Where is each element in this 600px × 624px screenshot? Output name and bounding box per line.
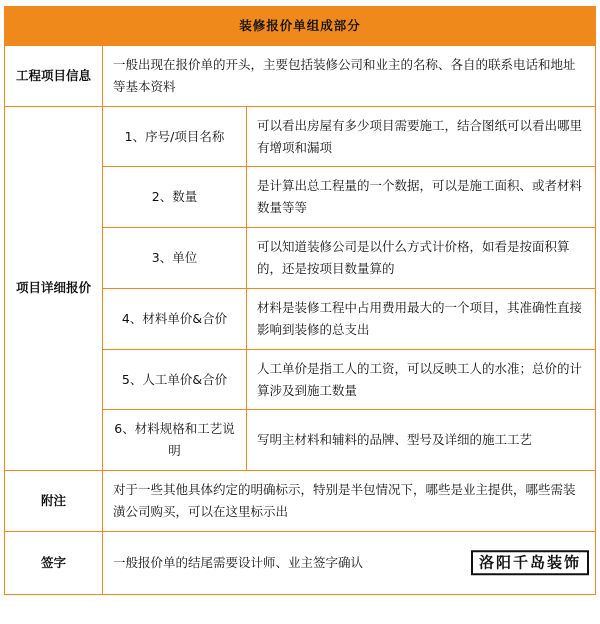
page-title: 装修报价单组成部分 (5, 7, 596, 46)
section-desc-remarks: 对于一些其他具体约定的明确标示，特别是半包情况下，哪些是业主提供，哪些需装潢公司购买，可以在这里标示出 (103, 471, 596, 532)
section-desc-project-info: 一般出现在报价单的开头，主要包括装修公司和业主的名称、各自的联系电话和地址等基本资料 (103, 45, 596, 106)
quotation-table-document (0, 6, 600, 624)
table-row (5, 531, 596, 594)
quotation-table (4, 6, 596, 595)
row-desc-material-price: 材料是装修工程中占用费用最大的一个项目，其准确性直接影响到装修的总支出 (247, 288, 596, 349)
table-row (5, 45, 596, 106)
row-desc-serial-name: 可以看出房屋有多少项目需要施工，结合图纸可以看出哪里有增项和漏项 (247, 106, 596, 167)
row-desc-labor-price: 人工单价是指工人的工资，可以反映工人的水准；总价的计算涉及到施工数量 (247, 349, 596, 410)
section-desc-signature (103, 531, 596, 594)
section-label-project-info: 工程项目信息 (5, 45, 103, 106)
section-label-detailed-quote: 项目详细报价 (5, 106, 103, 471)
table-title-row (5, 7, 596, 46)
table-row (5, 471, 596, 532)
row-label-serial-name: 1、序号/项目名称 (103, 106, 247, 167)
row-desc-quantity: 是计算出总工程量的一个数据，可以是施工面积、或者材料数量等等 (247, 167, 596, 228)
row-label-spec-craft: 6、材料规格和工艺说明 (103, 410, 247, 471)
section-label-remarks: 附注 (5, 471, 103, 532)
row-desc-spec-craft: 写明主材料和辅料的品牌、型号及详细的施工工艺 (247, 410, 596, 471)
section-label-signature: 签字 (5, 531, 103, 594)
row-label-unit: 3、单位 (103, 228, 247, 289)
row-label-labor-price: 5、人工单价&合价 (103, 349, 247, 410)
row-label-material-price: 4、材料单价&合价 (103, 288, 247, 349)
table-row (5, 106, 596, 167)
signature-text: 一般报价单的结尾需要设计师、业主签字确认 (113, 554, 364, 570)
row-desc-unit: 可以知道装修公司是以什么方式计价格，如看是按面积算的，还是按项目数量算的 (247, 228, 596, 289)
row-label-quantity: 2、数量 (103, 167, 247, 228)
company-logo: 洛阳千岛装饰 (471, 550, 589, 576)
